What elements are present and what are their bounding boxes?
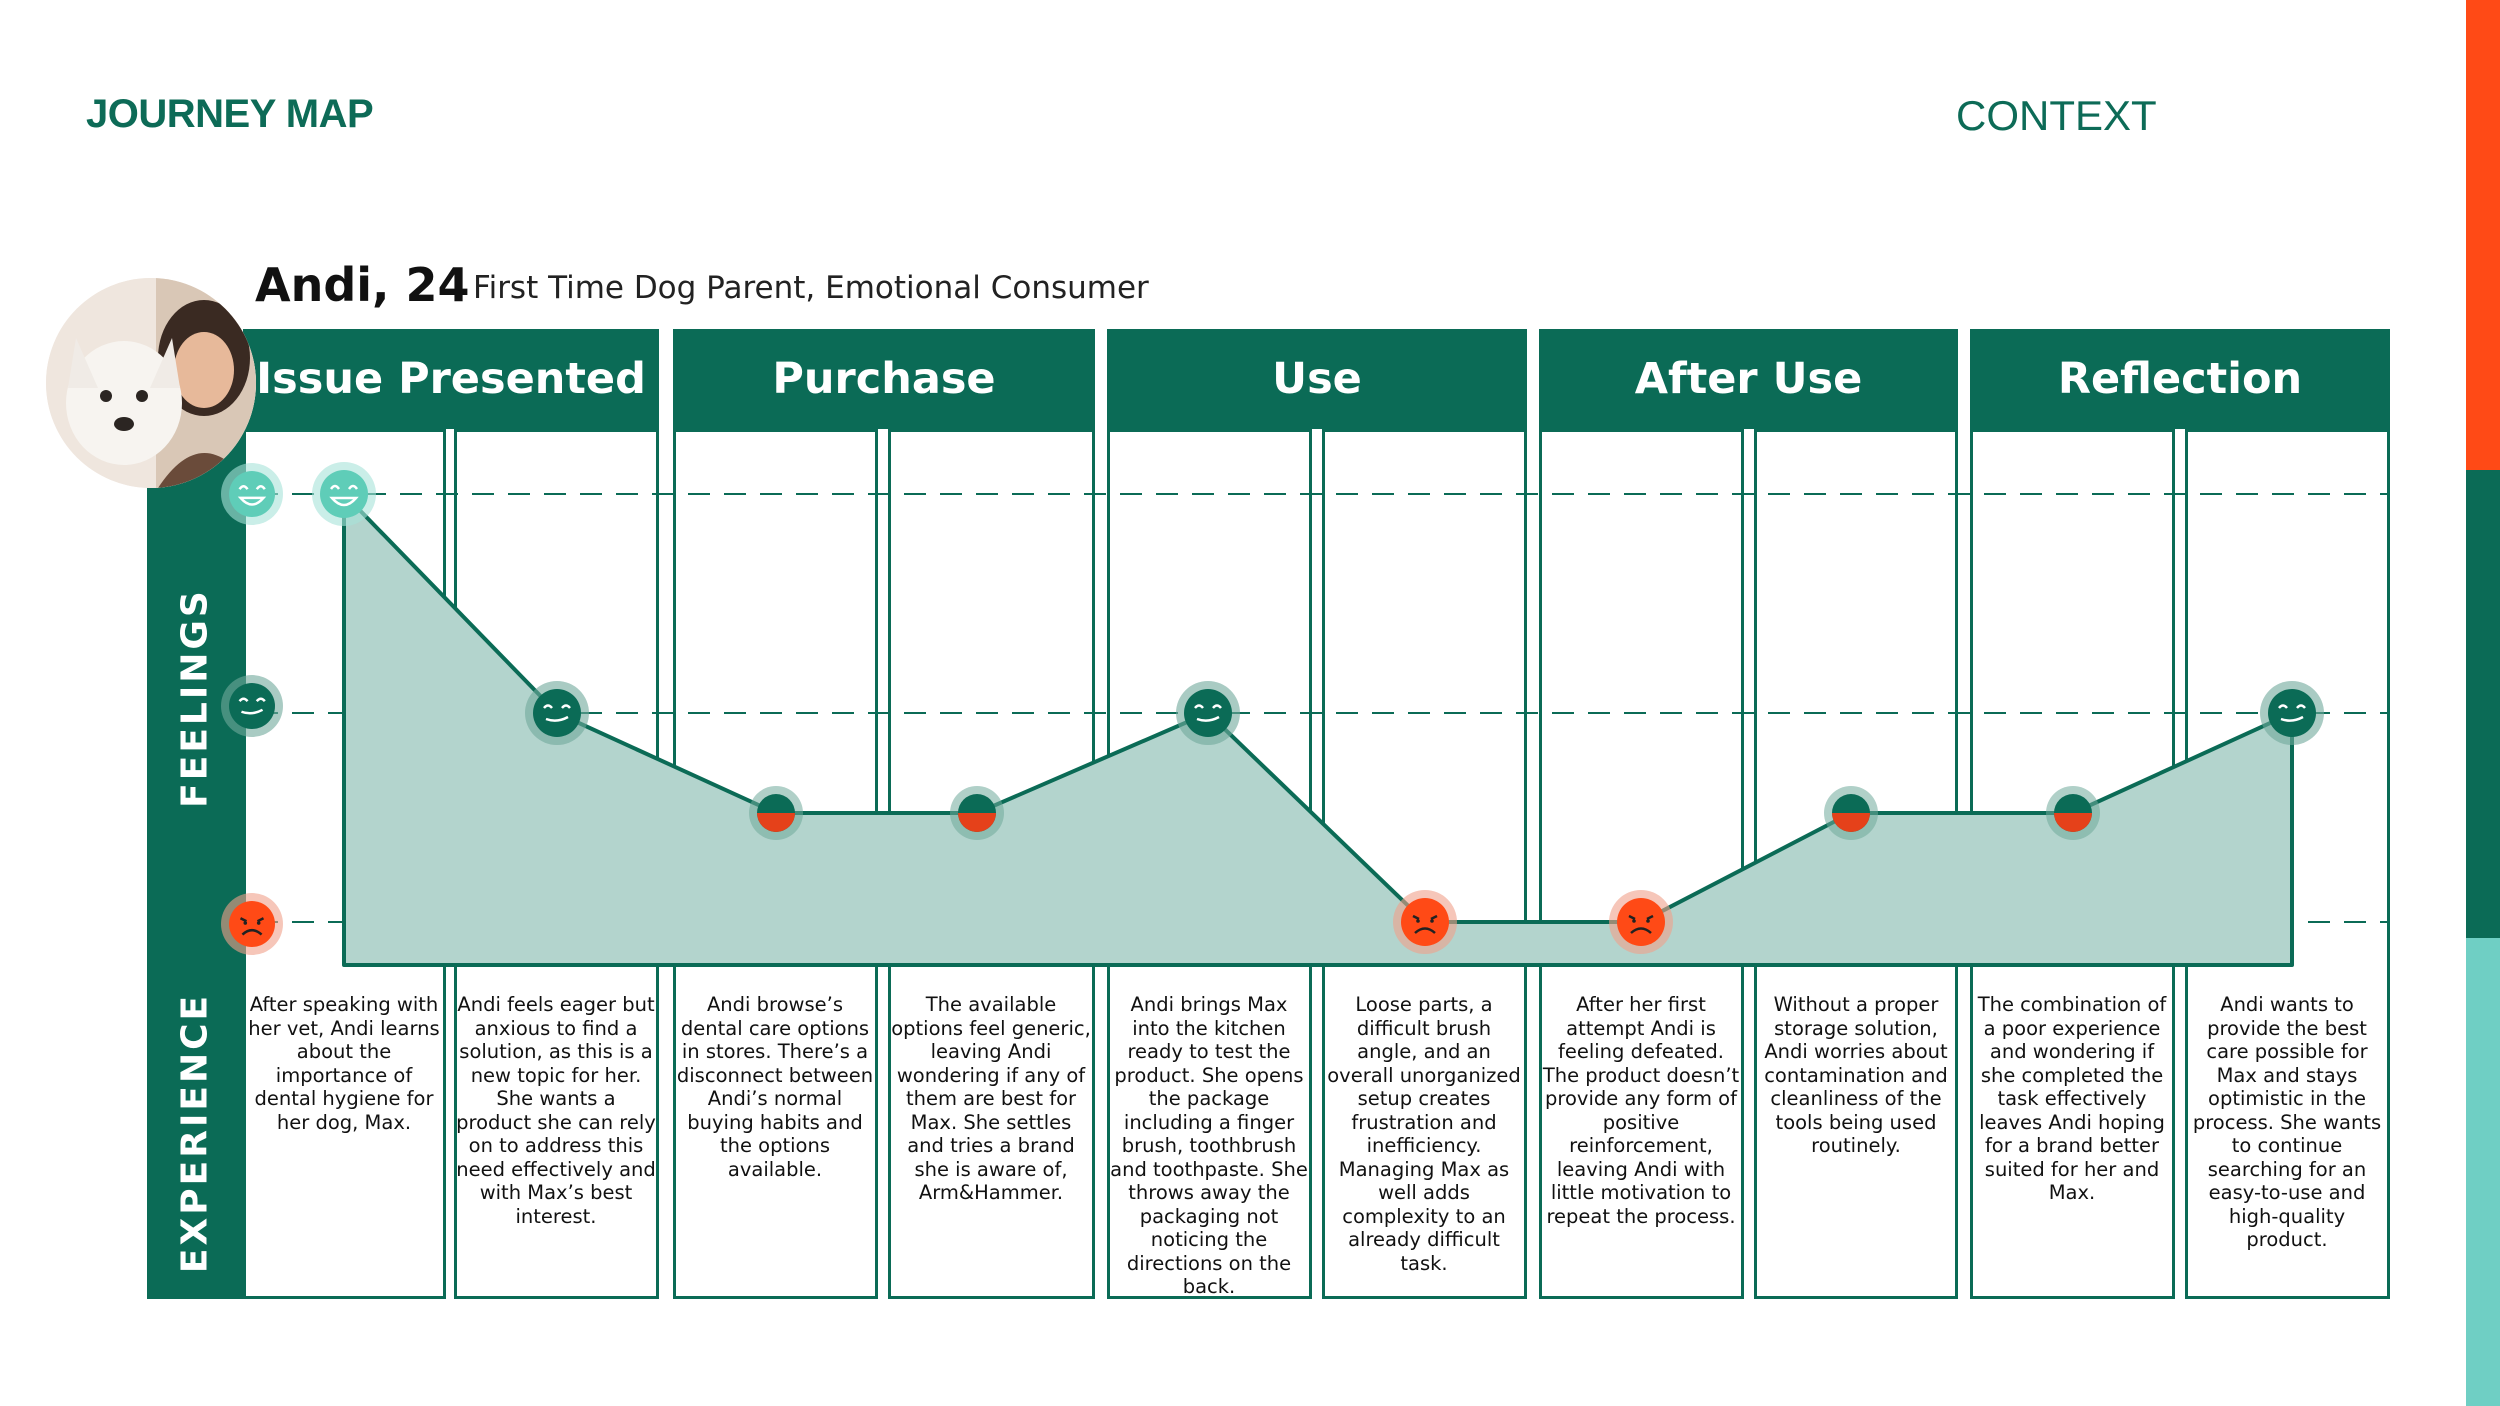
feeling-point-9-mixed-icon — [2046, 786, 2100, 840]
experience-text-9: The combination of a poor experience and wondering if she completed the task effectively leaves Andi hoping for a brand better suited for her and Max. — [1977, 993, 2167, 1204]
feelings-label: FEELINGS — [174, 588, 216, 808]
stage-header-purchase: Purchase — [673, 329, 1095, 429]
feeling-point-1-happy-icon — [312, 462, 376, 526]
stage-header-use: Use — [1107, 329, 1527, 429]
persona-name: Andi, 24 — [255, 258, 470, 312]
experience-text-2: Andi feels eager but anxious to find a solution, as this is a new topic for her. She wants a product she can rely on to address this need effectively and with Max’s best interest. — [456, 993, 656, 1228]
experience-text-1: After speaking with her vet, Andi learns about the importance of dental hygiene for her dog, Max. — [248, 993, 440, 1134]
stage-header-after-use: After Use — [1539, 329, 1958, 429]
feeling-point-5-neutral-icon — [1176, 681, 1240, 745]
experience-text-5: Andi brings Max into the kitchen ready to test the product. She opens the package including a finger brush, toothbrush and toothpaste. She throws away the packaging not noticing the directions on the back. — [1110, 993, 1308, 1298]
legend-happy-icon — [221, 463, 283, 525]
experience-text-6: Loose parts, a difficult brush angle, and an overall unorganized setup creates frustration and inefficiency. Managing Max as well adds complexity to an already difficult task. — [1327, 993, 1521, 1275]
legend-sad-icon — [221, 893, 283, 955]
feeling-point-10-neutral-icon — [2260, 681, 2324, 745]
feeling-point-4-mixed-icon — [950, 786, 1004, 840]
persona-description: First Time Dog Parent, Emotional Consumer — [473, 270, 1149, 306]
experience-text-4: The available options feel generic, leaving Andi wondering if any of them are best for Max. She settles and tries a brand she is aware of, Arm&Hammer. — [891, 993, 1091, 1204]
avatar-illustration — [46, 278, 256, 488]
experience-text-3: Andi browse’s dental care options in stores. There’s a disconnect between Andi’s normal buying habits and the options available. — [676, 993, 874, 1181]
experience-label: EXPERIENCE — [174, 992, 216, 1274]
stage-header-reflection: Reflection — [1970, 329, 2390, 429]
feeling-point-7-sad-icon — [1609, 890, 1673, 954]
experience-text-10: Andi wants to provide the best care possible for Max and stays optimistic in the process. She wants to continue searching for an easy-to-use and high-quality product. — [2192, 993, 2382, 1251]
page-title: JOURNEY MAP — [86, 92, 374, 136]
experience-text-7: After her first attempt Andi is feeling defeated. The product doesn’t provide any form of positive reinforcement, leaving Andi with little motivation to repeat the process. — [1542, 993, 1740, 1228]
legend-neutral-icon — [221, 675, 283, 737]
section-title: CONTEXT — [1956, 92, 2157, 139]
feeling-point-2-neutral-icon — [525, 681, 589, 745]
stage-header-issue-presented: Issue Presented — [243, 329, 659, 429]
persona-avatar — [46, 278, 256, 488]
experience-text-8: Without a proper storage solution, Andi worries about contamination and cleanliness of the tools being used routinely. — [1764, 993, 1948, 1157]
feeling-point-6-sad-icon — [1393, 890, 1457, 954]
feeling-point-8-mixed-icon — [1824, 786, 1878, 840]
feelings-area — [344, 494, 2292, 965]
feeling-point-3-mixed-icon — [749, 786, 803, 840]
